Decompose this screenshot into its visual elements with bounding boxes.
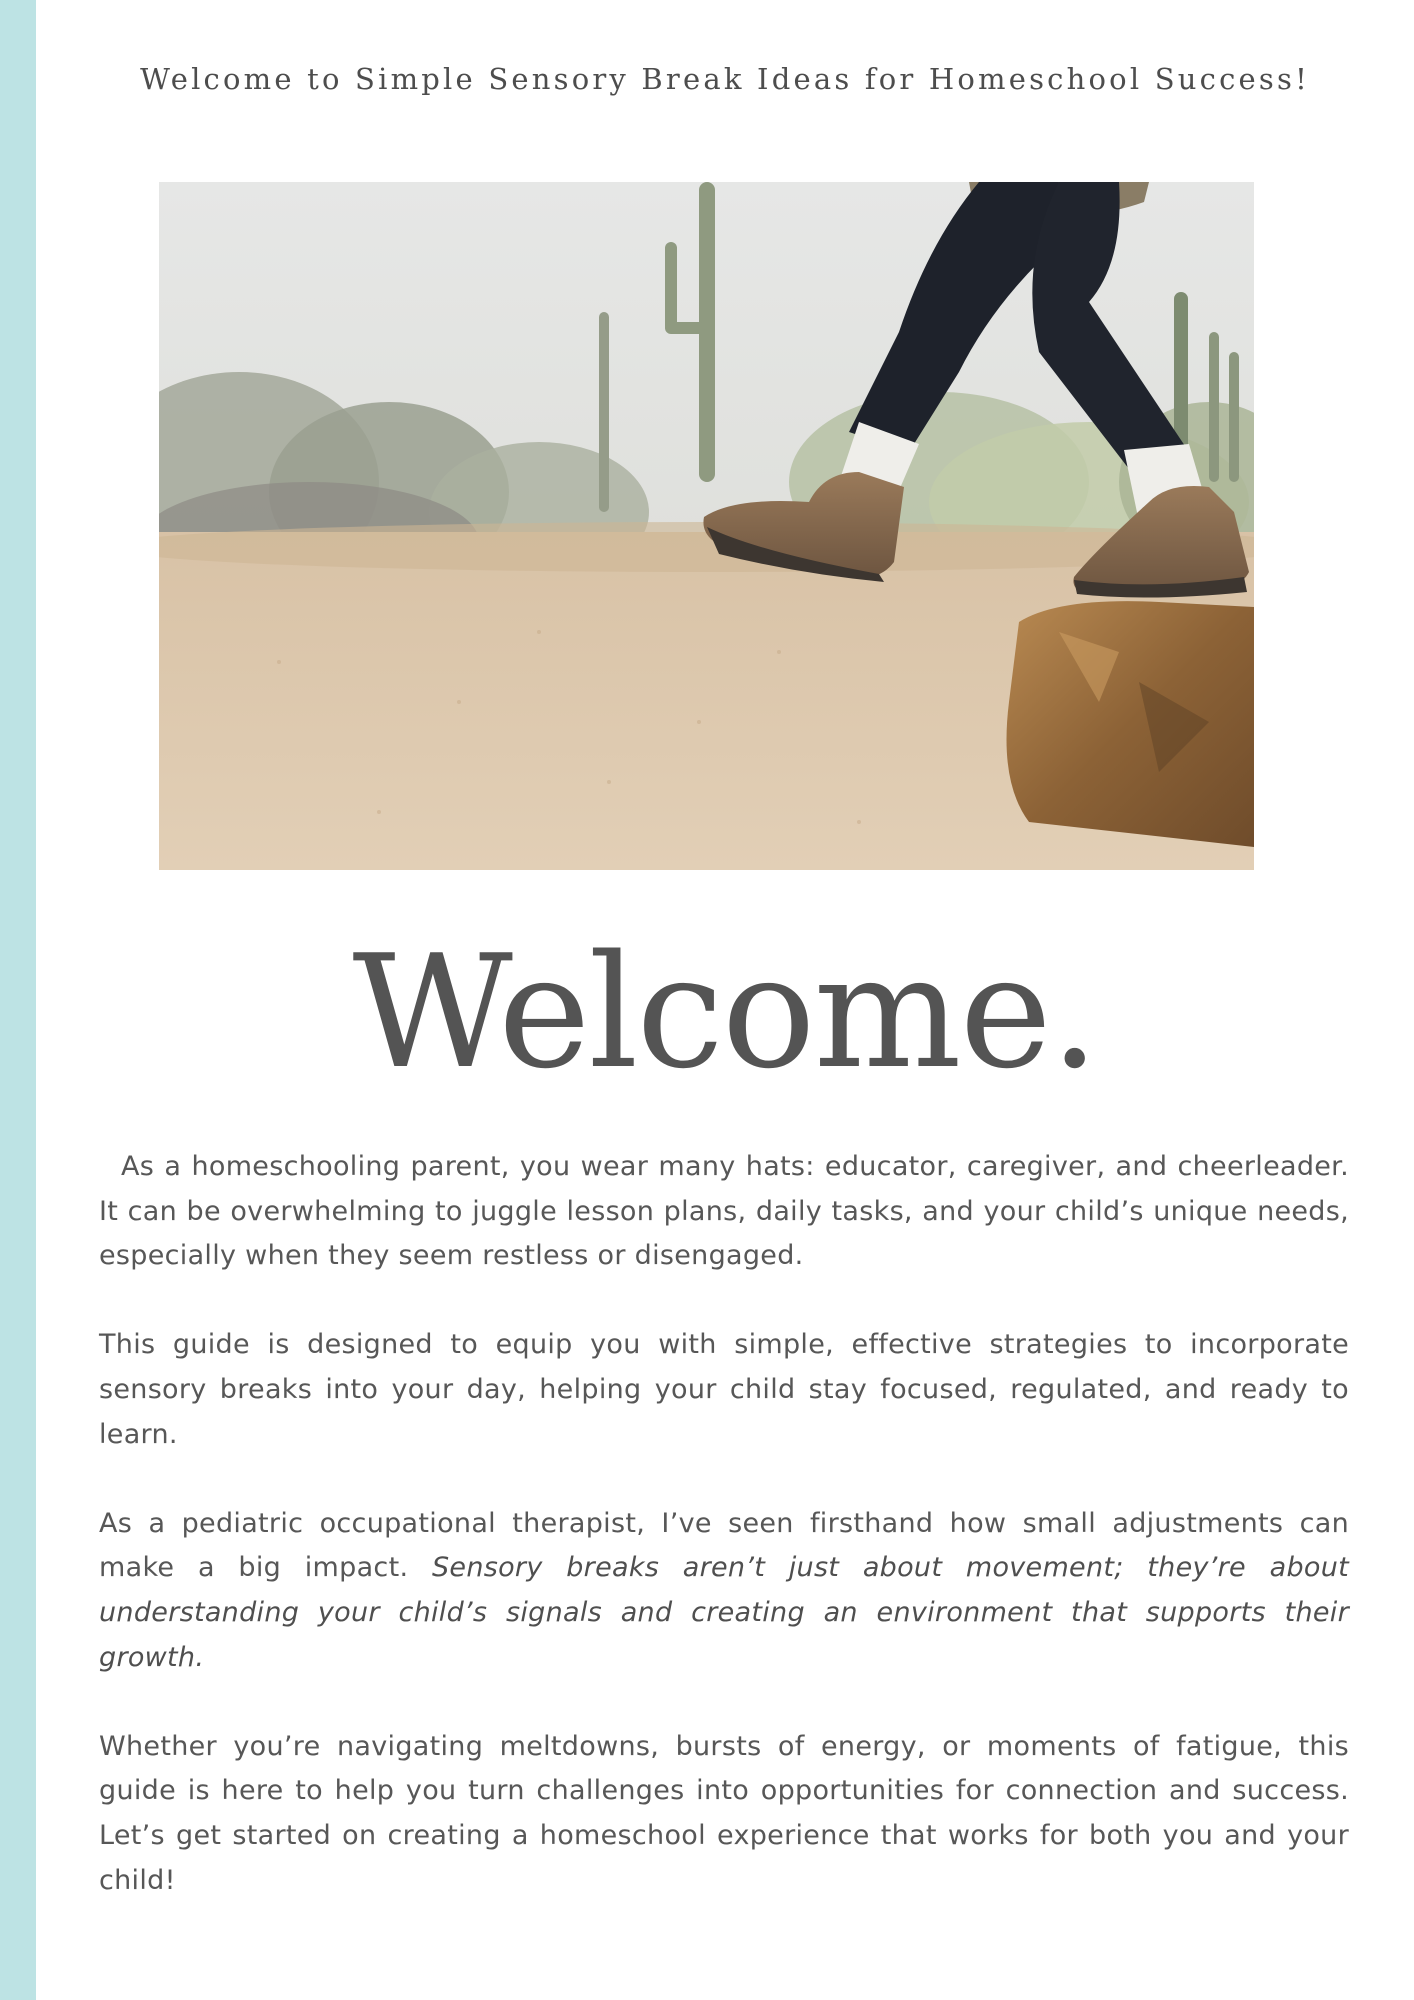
welcome-heading: Welcome. bbox=[352, 921, 1098, 1103]
intro-paragraph-4: Whether you’re navigating meltdowns, bursts of energy, or moments of fatigue, this guide is here to help you turn challenges into opportunities for connection and success. Let’s get started on creating a homeschool experience that works for both you and your child! bbox=[99, 1730, 1349, 1896]
side-accent-bar bbox=[0, 0, 36, 2000]
page-header-title: Welcome to Simple Sensory Break Ideas for Homeschool Success! bbox=[140, 62, 1310, 96]
intro-paragraph-2: This guide is designed to equip you with simple, effective strategies to incorporate sensory breaks into your day, helping your child stay focused, regulated, and ready to learn. bbox=[99, 1329, 1349, 1450]
intro-paragraph-3-italic: Sensory breaks aren’t just about movement; they’re about understanding your child’s signals and creating an environment that supports their growth. bbox=[99, 1552, 1349, 1673]
hero-photo bbox=[159, 182, 1254, 870]
intro-paragraph-3 bbox=[99, 1502, 1349, 1680]
intro-paragraph-1: As a homeschooling parent, you wear many hats: educator, caregiver, and cheerleader. It can be overwhelming to juggle lesson plans, daily tasks, and your child’s unique needs, especially when they seem restless or disengaged. bbox=[99, 1151, 1349, 1272]
intro-body bbox=[99, 1145, 1349, 1948]
hero-photo-illustration bbox=[159, 182, 1254, 870]
intro-paragraph-3-plain: As a pediatric occupational therapist, I’ve seen firsthand how small adjustments can make a big impact. bbox=[99, 1507, 1349, 1584]
